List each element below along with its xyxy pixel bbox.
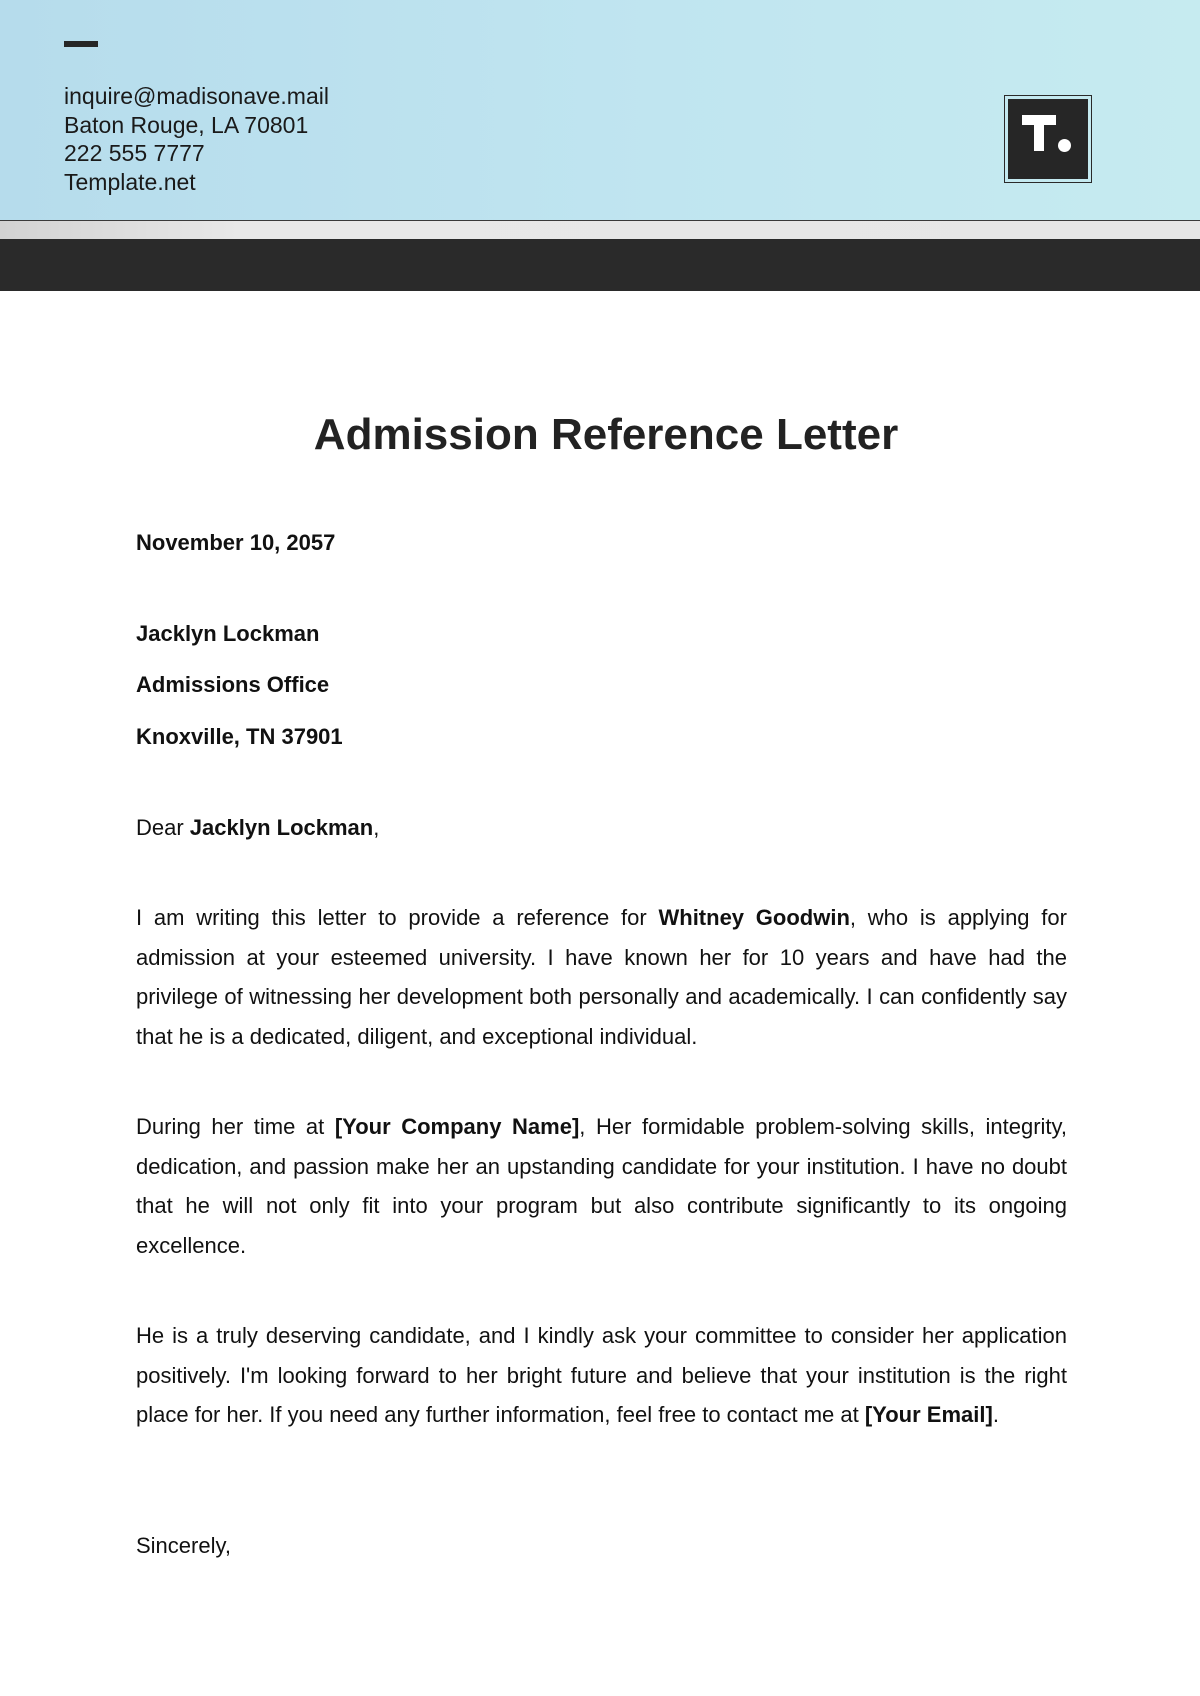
salutation-name: Jacklyn Lockman: [189, 815, 374, 840]
brand-logo: [1004, 95, 1092, 183]
contact-block: [64, 82, 329, 196]
recipient-location: Knoxville, TN 37901: [136, 724, 343, 749]
header-dash-decoration: [64, 41, 98, 47]
contact-address: Baton Rouge, LA 70801: [64, 111, 309, 138]
header-dark-band: [0, 239, 1200, 291]
contact-email: inquire@madisonave.mail: [64, 83, 329, 109]
letter-title: Admission Reference Letter: [313, 410, 899, 459]
email-placeholder: [Your Email]: [864, 1402, 993, 1427]
letter-date: November 10, 2057: [136, 530, 336, 555]
salutation: Dear Jacklyn Lockman,: [136, 815, 380, 840]
recipient-name: Jacklyn Lockman: [136, 621, 320, 646]
paragraph-2: During her time at [Your Company Name], Her formidable problem-solving skills, integrity, dedication, and passion make her an upstanding candidate for your institution. I have no doubt that he will not only fit into your program but also contribute significantly to its ongoing excellence.: [136, 1114, 1068, 1258]
paragraph-1: I am writing this letter to provide a reference for Whitney Goodwin, who is applying for admission at your esteemed university. I have known her for 10 years and have had the privilege of witnessing her development both personally and academically. I can confidently say that he is a dedicated, diligent, and exceptional individual.: [136, 905, 1067, 1049]
company-placeholder: [Your Company Name]: [334, 1114, 580, 1139]
logo-t-icon: [1008, 99, 1088, 179]
header-gray-band: [0, 221, 1200, 239]
letterhead: [0, 0, 1200, 220]
paragraph-3: He is a truly deserving candidate, and I kindly ask your committee to consider her application positively. I'm looking forward to her bright future and believe that your institution is the right place for her. If you need any further information, feel free to contact me at [Your Email].: [136, 1323, 1067, 1427]
recipient-office: Admissions Office: [136, 672, 330, 697]
student-name: Whitney Goodwin: [658, 905, 850, 930]
contact-phone: 222 555 7777: [64, 140, 205, 166]
contact-website: Template.net: [64, 168, 196, 195]
closing: Sincerely,: [136, 1533, 231, 1558]
